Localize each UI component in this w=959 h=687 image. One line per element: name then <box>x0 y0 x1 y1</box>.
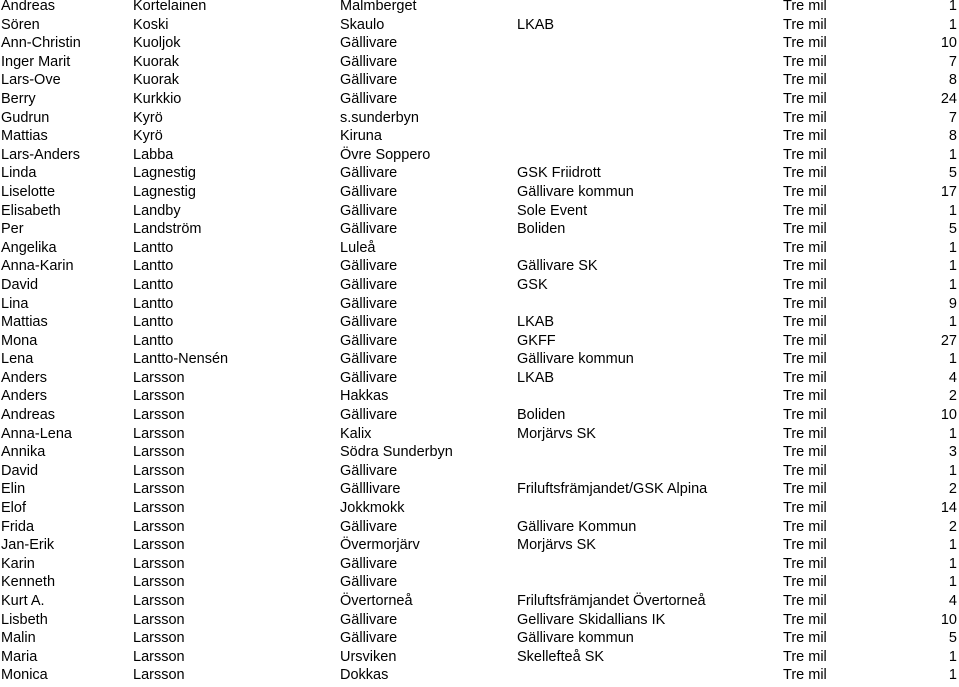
race: Tre mil <box>783 593 827 609</box>
club: Gällivare SK <box>517 258 598 275</box>
list-item <box>0 90 959 109</box>
city: Gällivare <box>340 90 398 107</box>
list-item <box>0 592 959 611</box>
list-item <box>0 109 959 128</box>
list-item <box>0 480 959 499</box>
city: Skaulo <box>340 16 385 33</box>
last-name: Larsson <box>133 648 185 665</box>
first-name: Monica <box>1 667 48 684</box>
first-name: Lars-Anders <box>1 146 80 163</box>
city: Gälllivare <box>340 481 401 498</box>
city: Gällivare <box>340 332 398 349</box>
race: Tre mil <box>783 314 827 331</box>
first-name: Malin <box>1 630 36 647</box>
club: Sole Event <box>517 202 588 219</box>
first-name: Elin <box>1 481 26 498</box>
first-name: Linda <box>1 165 37 182</box>
city: Gällivare <box>340 165 398 182</box>
list-item <box>0 518 959 537</box>
count: 17 <box>940 183 957 200</box>
list-item <box>0 648 959 667</box>
count: 1 <box>948 276 957 293</box>
city: Södra Sunderbyn <box>340 444 453 461</box>
first-name: Kurt A. <box>1 593 45 609</box>
city: Gällivare <box>340 407 398 424</box>
list-item <box>0 629 959 648</box>
race: Tre mil <box>783 258 827 275</box>
race: Tre mil <box>783 183 827 200</box>
last-name: Kyrö <box>133 109 163 126</box>
list-item <box>0 443 959 462</box>
count: 27 <box>940 332 957 349</box>
club: Friluftsfrämjandet Övertorneå <box>517 593 706 609</box>
city: Gällivare <box>340 630 398 647</box>
city: Ursviken <box>340 648 397 665</box>
last-name: Lantto <box>133 276 174 293</box>
first-name: Ann-Christin <box>1 35 81 52</box>
list-item <box>0 53 959 72</box>
race: Tre mil <box>783 109 827 126</box>
last-name: Larsson <box>133 407 185 424</box>
list-item <box>0 295 959 314</box>
race: Tre mil <box>783 425 827 442</box>
club: Gällivare kommun <box>517 630 634 647</box>
last-name: Larsson <box>133 369 185 386</box>
count: 14 <box>940 500 957 517</box>
count: 1 <box>948 667 957 684</box>
first-name: Anna-Lena <box>1 425 72 442</box>
club: Gellivare Skidallians IK <box>517 611 666 628</box>
race: Tre mil <box>783 555 827 572</box>
last-name: Kyrö <box>133 128 163 145</box>
race: Tre mil <box>783 407 827 424</box>
list-item <box>0 369 959 388</box>
city: Gällivare <box>340 183 398 200</box>
city: s.sunderbyn <box>340 109 419 126</box>
list-item <box>0 16 959 35</box>
list-item <box>0 536 959 555</box>
city: Kiruna <box>340 128 382 145</box>
list-item <box>0 555 959 574</box>
race: Tre mil <box>783 667 827 684</box>
count: 1 <box>948 555 957 572</box>
count: 8 <box>948 128 957 145</box>
first-name: Andreas <box>1 407 56 424</box>
first-name: Elof <box>1 500 26 517</box>
city: Övre Soppero <box>340 146 431 163</box>
first-name: Berry <box>1 90 36 107</box>
count: 1 <box>948 239 957 256</box>
city: Gällivare <box>340 555 398 572</box>
city: Gällivare <box>340 369 398 386</box>
list-item <box>0 406 959 425</box>
race: Tre mil <box>783 500 827 517</box>
count: 4 <box>948 593 957 609</box>
last-name: Lantto <box>133 239 174 256</box>
race: Tre mil <box>783 537 827 554</box>
race: Tre mil <box>783 276 827 293</box>
last-name: Koski <box>133 16 169 33</box>
club: GSK <box>517 276 548 293</box>
count: 24 <box>940 90 957 107</box>
count: 9 <box>948 295 957 312</box>
first-name: David <box>1 462 39 479</box>
club: Boliden <box>517 407 566 424</box>
race: Tre mil <box>783 239 827 256</box>
count: 1 <box>948 146 957 163</box>
city: Malmberget <box>340 0 417 14</box>
last-name: Larsson <box>133 667 185 684</box>
count: 4 <box>948 369 957 386</box>
list-item <box>0 127 959 146</box>
last-name: Larsson <box>133 518 185 535</box>
race: Tre mil <box>783 648 827 665</box>
city: Gällivare <box>340 276 398 293</box>
list-item <box>0 332 959 351</box>
first-name: Lena <box>1 351 34 368</box>
last-name: Lantto <box>133 314 174 331</box>
last-name: Lantto-Nensén <box>133 351 229 368</box>
city: Gällivare <box>340 258 398 275</box>
city: Luleå <box>340 239 376 256</box>
club: Gällivare Kommun <box>517 518 637 535</box>
first-name: Mattias <box>1 314 48 331</box>
club: GSK Friidrott <box>517 165 601 182</box>
city: Gällivare <box>340 462 398 479</box>
last-name: Larsson <box>133 481 185 498</box>
last-name: Landby <box>133 202 181 219</box>
city: Jokkmokk <box>340 500 405 517</box>
count: 1 <box>948 351 957 368</box>
list-item <box>0 257 959 276</box>
race: Tre mil <box>783 0 827 14</box>
club: Gällivare kommun <box>517 183 634 200</box>
last-name: Larsson <box>133 537 185 554</box>
count: 2 <box>948 481 957 498</box>
count: 1 <box>948 16 957 33</box>
race: Tre mil <box>783 295 827 312</box>
race: Tre mil <box>783 369 827 386</box>
first-name: Frida <box>1 518 35 535</box>
list-item <box>0 0 959 16</box>
first-name: Andreas <box>1 0 56 14</box>
last-name: Lantto <box>133 295 174 312</box>
club: Skellefteå SK <box>517 648 605 665</box>
city: Gällivare <box>340 202 398 219</box>
count: 10 <box>940 611 957 628</box>
last-name: Larsson <box>133 574 185 591</box>
last-name: Larsson <box>133 611 185 628</box>
count: 1 <box>948 425 957 442</box>
city: Hakkas <box>340 388 389 405</box>
first-name: Elisabeth <box>1 202 61 219</box>
race: Tre mil <box>783 388 827 405</box>
race: Tre mil <box>783 53 827 70</box>
first-name: Kenneth <box>1 574 56 591</box>
last-name: Kuoljok <box>133 35 181 52</box>
first-name: Jan-Erik <box>1 537 55 554</box>
first-name: Mattias <box>1 128 48 145</box>
list-item <box>0 164 959 183</box>
race: Tre mil <box>783 574 827 591</box>
last-name: Kurkkio <box>133 90 182 107</box>
count: 10 <box>940 35 957 52</box>
city: Övertorneå <box>340 593 413 609</box>
last-name: Lantto <box>133 258 174 275</box>
list-item <box>0 350 959 369</box>
list-item <box>0 313 959 332</box>
list-item <box>0 220 959 239</box>
race: Tre mil <box>783 630 827 647</box>
last-name: Larsson <box>133 593 185 609</box>
list-item <box>0 71 959 90</box>
last-name: Larsson <box>133 500 185 517</box>
last-name: Kuorak <box>133 72 179 89</box>
city: Gällivare <box>340 35 398 52</box>
count: 2 <box>948 518 957 535</box>
last-name: Larsson <box>133 630 185 647</box>
list-item <box>0 276 959 295</box>
club: LKAB <box>517 369 555 386</box>
race: Tre mil <box>783 72 827 89</box>
first-name: Lina <box>1 295 29 312</box>
last-name: Kuorak <box>133 53 179 70</box>
last-name: Larsson <box>133 388 185 405</box>
race: Tre mil <box>783 518 827 535</box>
last-name: Lagnestig <box>133 165 196 182</box>
race: Tre mil <box>783 202 827 219</box>
club: Gällivare kommun <box>517 351 634 368</box>
last-name: Larsson <box>133 555 185 572</box>
city: Övermorjärv <box>340 537 420 554</box>
list-item <box>0 387 959 406</box>
first-name: Lisbeth <box>1 611 48 628</box>
list-item <box>0 573 959 592</box>
first-name: Maria <box>1 648 38 665</box>
first-name: Annika <box>1 444 46 461</box>
last-name: Larsson <box>133 444 185 461</box>
list-item <box>0 34 959 53</box>
list-item <box>0 202 959 221</box>
club: LKAB <box>517 16 555 33</box>
first-name: Anders <box>1 369 47 386</box>
list-item <box>0 611 959 630</box>
last-name: Labba <box>133 146 174 163</box>
last-name: Landström <box>133 221 202 238</box>
first-name: Lars-Ove <box>1 72 61 89</box>
count: 1 <box>948 462 957 479</box>
last-name: Lantto <box>133 332 174 349</box>
city: Gällivare <box>340 518 398 535</box>
race: Tre mil <box>783 462 827 479</box>
city: Dokkas <box>340 667 389 684</box>
race: Tre mil <box>783 146 827 163</box>
first-name: Inger Marit <box>1 53 71 70</box>
club: Morjärvs SK <box>517 425 596 442</box>
count: 1 <box>948 574 957 591</box>
last-name: Larsson <box>133 462 185 479</box>
first-name: Gudrun <box>1 109 50 126</box>
first-name: Karin <box>1 555 35 572</box>
last-name: Lagnestig <box>133 183 196 200</box>
first-name: Sören <box>1 16 40 33</box>
city: Gällivare <box>340 611 398 628</box>
city: Gällivare <box>340 314 398 331</box>
race: Tre mil <box>783 128 827 145</box>
race: Tre mil <box>783 221 827 238</box>
city: Gällivare <box>340 221 398 238</box>
city: Gällivare <box>340 574 398 591</box>
first-name: Liselotte <box>1 183 56 200</box>
first-name: Mona <box>1 332 38 349</box>
race: Tre mil <box>783 611 827 628</box>
race: Tre mil <box>783 351 827 368</box>
last-name: Kortelainen <box>133 0 207 14</box>
first-name: Anna-Karin <box>1 258 74 275</box>
count: 5 <box>948 630 957 647</box>
count: 1 <box>948 258 957 275</box>
count: 10 <box>940 407 957 424</box>
list-item <box>0 425 959 444</box>
list-item <box>0 239 959 258</box>
count: 1 <box>948 314 957 331</box>
race: Tre mil <box>783 16 827 33</box>
club: Boliden <box>517 221 566 238</box>
club: GKFF <box>517 332 556 349</box>
race: Tre mil <box>783 35 827 52</box>
count: 5 <box>948 221 957 238</box>
first-name: Per <box>1 221 24 238</box>
count: 8 <box>948 72 957 89</box>
club: Morjärvs SK <box>517 537 596 554</box>
count: 5 <box>948 165 957 182</box>
first-name: Anders <box>1 388 47 405</box>
count: 1 <box>948 202 957 219</box>
list-item <box>0 666 959 685</box>
city: Gällivare <box>340 72 398 89</box>
city: Gällivare <box>340 351 398 368</box>
count: 1 <box>948 648 957 665</box>
count: 1 <box>948 537 957 554</box>
list-item <box>0 146 959 165</box>
city: Kalix <box>340 425 372 442</box>
count: 7 <box>948 109 957 126</box>
club: Friluftsfrämjandet/GSK Alpina <box>517 481 708 498</box>
race: Tre mil <box>783 90 827 107</box>
city: Gällivare <box>340 53 398 70</box>
count: 7 <box>948 53 957 70</box>
first-name: Angelika <box>1 239 57 256</box>
list-item <box>0 183 959 202</box>
count: 1 <box>948 0 957 14</box>
race: Tre mil <box>783 481 827 498</box>
list-item <box>0 462 959 481</box>
list-item <box>0 499 959 518</box>
race: Tre mil <box>783 444 827 461</box>
city: Gällivare <box>340 295 398 312</box>
club: LKAB <box>517 314 555 331</box>
race: Tre mil <box>783 332 827 349</box>
count: 2 <box>948 388 957 405</box>
count: 3 <box>948 444 957 461</box>
last-name: Larsson <box>133 425 185 442</box>
first-name: David <box>1 276 39 293</box>
race: Tre mil <box>783 165 827 182</box>
